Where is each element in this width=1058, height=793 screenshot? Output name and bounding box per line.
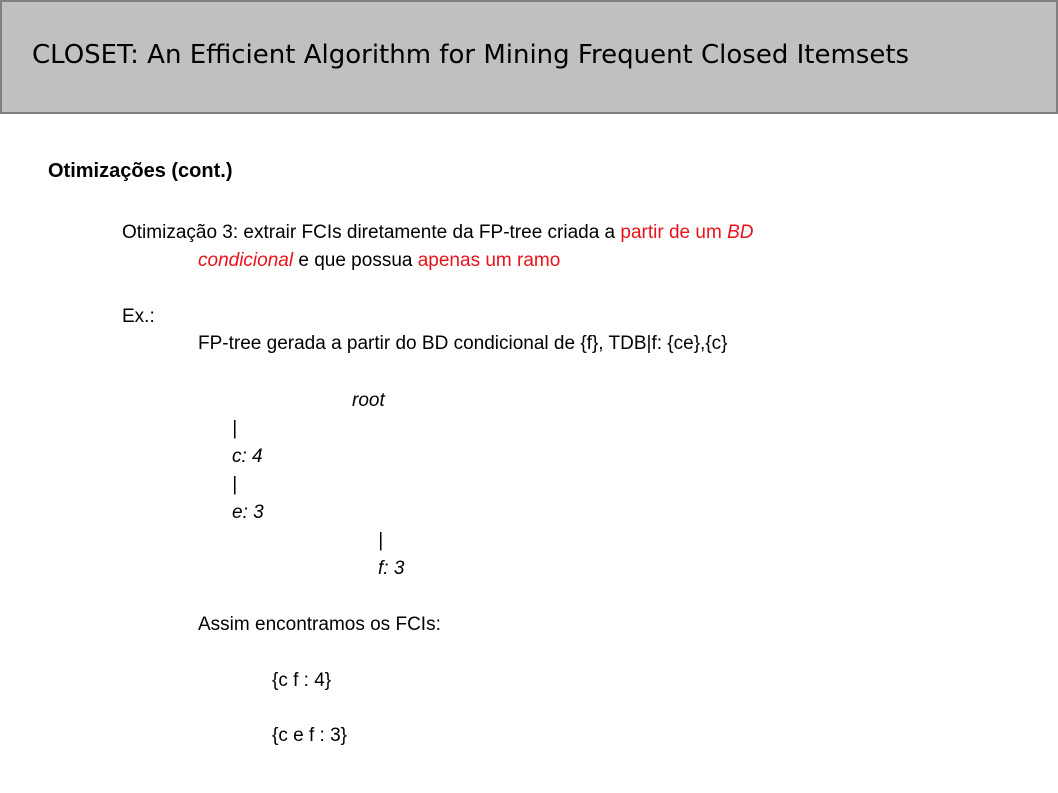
- fci-item: {c e f : 3}: [272, 725, 347, 746]
- example-description: FP-tree gerada a partir do BD condicional de {f}, TDB|f: {ce},{c}: [198, 333, 728, 354]
- title-bar: [0, 0, 1058, 114]
- highlight-text: partir de um: [620, 222, 728, 243]
- tree-root: root: [352, 390, 385, 411]
- optimization-line-1: [122, 222, 753, 244]
- optimization-line-2: [198, 250, 560, 272]
- highlight-text: apenas um ramo: [417, 250, 561, 271]
- tree-connector: |: [378, 530, 383, 551]
- optimization-text: Otimização 3: extrair FCIs diretamente da FP-tree criada a: [122, 222, 621, 243]
- slide-title: CLOSET: An Efficient Algorithm for Mining Frequent Closed Itemsets: [32, 40, 910, 70]
- example-label: Ex.:: [122, 306, 155, 327]
- tree-node-e: e: 3: [232, 502, 264, 523]
- highlight-italic-text: BD: [727, 222, 754, 243]
- optimization-text: e que possua: [293, 250, 418, 271]
- highlight-italic-text: condicional: [198, 250, 294, 271]
- tree-node-c: c: 4: [232, 446, 263, 467]
- tree-connector: |: [232, 418, 237, 439]
- tree-node-f: f: 3: [378, 558, 405, 579]
- tree-connector: |: [232, 474, 237, 495]
- fci-item: {c f : 4}: [272, 670, 332, 691]
- conclusion-text: Assim encontramos os FCIs:: [198, 614, 441, 635]
- section-heading: Otimizações (cont.): [48, 160, 233, 182]
